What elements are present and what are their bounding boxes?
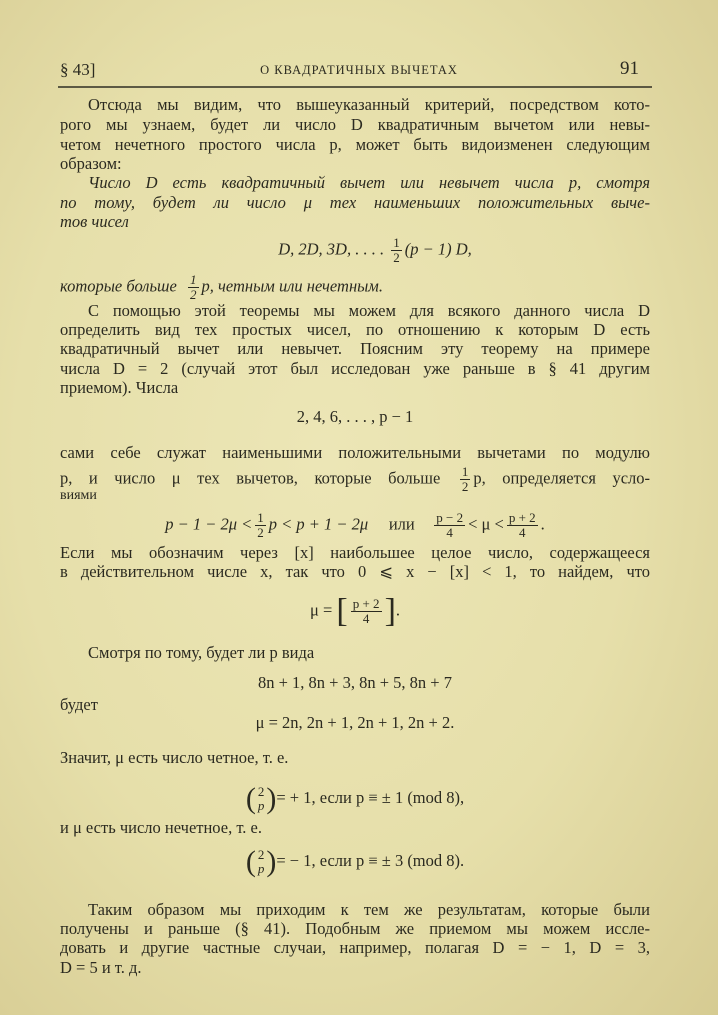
text-line: [60, 464, 651, 494]
numerator: p + 2: [508, 510, 536, 525]
fraction: [434, 511, 465, 540]
text-line: будет: [60, 695, 98, 714]
text-line: виями: [60, 488, 97, 503]
text-line: Смотря по тому, будет ли p вида: [88, 643, 315, 662]
numerator: 1: [190, 272, 197, 287]
formula-text: .: [395, 600, 401, 620]
numerator: 1: [393, 235, 400, 250]
formula-legendre-plus: [60, 782, 650, 815]
denominator: 2: [190, 287, 197, 302]
bracket-left: [: [336, 592, 348, 630]
formula-text: p < p + 1 − 2μ: [268, 514, 369, 534]
numerator: 2: [257, 847, 265, 862]
text-line: четом нечетного простого числа p, может быть видоизменен следующим: [60, 135, 650, 154]
numerator: p + 2: [352, 596, 380, 611]
text-line: числа D = 2 (случай этот был исследован уже раньше в § 41 другим: [60, 359, 650, 378]
text: которые больше: [60, 276, 177, 296]
denominator: p: [257, 798, 265, 813]
fraction: [256, 785, 267, 813]
text-line: D = 5 и т. д.: [60, 958, 142, 977]
text-line: в действительном числе x, так что 0 ⩽ x − [x] < 1, то найдем, что: [60, 562, 650, 581]
fraction: [351, 597, 382, 626]
formula-prime-forms: 8n + 1, 8n + 3, 8n + 5, 8n + 7: [258, 673, 452, 692]
text-line: определить вид тех простых чисел, по отношению к которым D есть: [60, 320, 650, 339]
text-line: Таким образом мы приходим к тем же результатам, которые были: [88, 900, 650, 919]
text-line: квадратичный вычет или невычет. Поясним эту теорему на примере: [60, 339, 650, 358]
text-line: получены и раньше (§ 41). Подобным же приемом мы можем иссле-: [60, 919, 650, 938]
formula-inequality: [60, 511, 650, 540]
formula-text: .: [540, 514, 545, 534]
denominator: 4: [446, 525, 453, 540]
text-line: образом:: [60, 154, 122, 173]
running-title: О КВАДРАТИЧНЫХ ВЫЧЕТАХ: [260, 63, 458, 77]
denominator: p: [257, 861, 265, 876]
bracket-right: ]: [384, 592, 396, 630]
denominator: 2: [461, 479, 469, 494]
denominator: 4: [518, 525, 526, 540]
text-line: рого мы узнаем, будет ли число D квадратичным вычетом или невы-: [60, 115, 650, 134]
fraction: [507, 511, 538, 540]
paren-left: (: [245, 782, 256, 815]
numerator: p − 2: [436, 510, 464, 525]
page-number: 91: [620, 58, 639, 79]
paren-left: (: [245, 845, 256, 878]
section-number: § 43]: [60, 60, 96, 79]
formula-text: = + 1, если p ≡ ± 1 (mod 8),: [276, 787, 465, 807]
header-rule: [58, 86, 652, 88]
text-line: сами себе служат наименьшими положительными вычетами по модулю: [60, 443, 650, 462]
theorem-line: Число D есть квадратичный вычет или невычет числа p, смотря: [88, 173, 650, 192]
theorem-line: по тому, будет ли число μ тех наименьших положительных выче-: [60, 193, 650, 212]
text-line: довать и другие частные случаи, например, полагая D = − 1, D = 3,: [60, 938, 650, 957]
formula-legendre-minus: [60, 845, 650, 878]
denominator: 2: [257, 525, 264, 540]
numerator: 1: [461, 464, 469, 479]
formula-text: < μ <: [468, 514, 504, 534]
theorem-line: тов чисел: [60, 212, 129, 231]
text: p, и число μ тех вычетов, которые больше: [60, 468, 441, 488]
formula-text: p − 1 − 2μ <: [165, 514, 253, 534]
text-line: Если мы обозначим через [x] наибольшее целое число, содержащееся: [60, 543, 650, 562]
denominator: 2: [393, 250, 400, 265]
numerator: 2: [257, 784, 265, 799]
fraction: [188, 273, 199, 302]
text-line: Значит, μ есть число четное, т. е.: [60, 748, 289, 767]
formula-text: (p − 1) D,: [404, 239, 472, 259]
fraction: [255, 511, 266, 540]
formula-mu-values: μ = 2n, 2n + 1, 2n + 1, 2n + 2.: [255, 713, 455, 732]
text-line: приемом). Числа: [60, 378, 179, 397]
formula-text: D, 2D, 3D, . . . .: [278, 239, 389, 259]
text-line: и μ есть число нечетное, т. е.: [60, 818, 263, 837]
formula-text: = − 1, если p ≡ ± 3 (mod 8).: [276, 850, 465, 870]
formula-multiples: [80, 236, 670, 265]
fraction: [391, 236, 402, 265]
formula-text: или: [388, 514, 415, 534]
text-line: С помощью этой теоремы мы можем для всякого данного числа D: [88, 301, 650, 320]
fraction: [256, 848, 267, 876]
formula-even-numbers: 2, 4, 6, . . . , p − 1: [296, 407, 414, 426]
paren-right: ): [266, 845, 277, 878]
text: p, определяется усло-: [473, 468, 651, 488]
text-line: Отсюда мы видим, что вышеуказанный критерий, посредством кото-: [88, 95, 650, 114]
theorem-end: [60, 272, 650, 302]
numerator: 1: [257, 510, 264, 525]
text: p, четным или нечетным.: [201, 276, 383, 296]
denominator: 4: [362, 611, 370, 626]
formula-mu-floor: [60, 592, 650, 630]
paren-right: ): [266, 782, 277, 815]
formula-text: μ =: [309, 600, 333, 620]
